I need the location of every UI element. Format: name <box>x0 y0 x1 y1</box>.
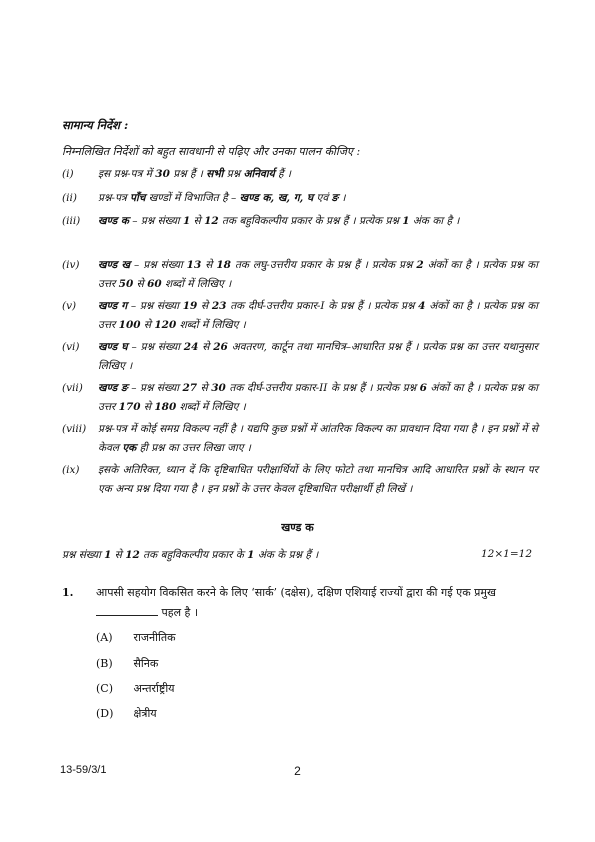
option-label: (A) <box>96 631 113 644</box>
bold-text: खण्ड क, ख, ग, घ <box>239 192 314 204</box>
instruction-text <box>98 338 538 376</box>
bold-text: खण्ड ङ <box>98 382 128 394</box>
option-label: (C) <box>96 682 113 695</box>
answer-blank <box>96 603 158 616</box>
text-run: अंकों का है । प्रत्येक प्रश्न का उत्तर <box>98 300 538 331</box>
bold-text: 23 <box>211 300 227 312</box>
instruction-number: (vi) <box>62 341 80 353</box>
bold-text: 13 <box>186 259 202 271</box>
instruction-text <box>98 420 538 458</box>
bold-text: 4 <box>418 300 426 312</box>
bold-text: 1 <box>104 549 112 561</box>
instruction-number: (iv) <box>62 259 80 271</box>
instruction-item <box>62 379 538 417</box>
text-run: तक दीर्घ-उत्तरीय प्रकार-II के प्रश्न हैं । प्रत्येक प्रश्न <box>225 382 420 394</box>
text-run: तक लघु-उत्तरीय प्रकार के प्रश्न हैं । प्रत्येक प्रश्न <box>230 259 417 271</box>
option-text: क्षेत्रीय <box>133 707 157 720</box>
text-run: – प्रश्न संख्या <box>127 382 183 394</box>
section-note <box>62 548 532 562</box>
bold-text: खण्ड ख <box>98 259 131 271</box>
question-text <box>96 583 532 623</box>
text-run: एवं <box>313 192 332 204</box>
bold-text: खण्ड घ <box>98 341 128 353</box>
bold-text: 27 <box>182 382 198 394</box>
bold-text: 100 <box>118 319 141 331</box>
text-run: शब्दों में लिखिए । <box>176 319 246 331</box>
option-text: सैनिक <box>133 657 159 670</box>
bold-text: 1 <box>247 549 255 561</box>
option-text: अन्तर्राष्ट्रीय <box>133 682 175 695</box>
bold-text: ङ <box>331 192 339 204</box>
instruction-text <box>98 461 538 499</box>
instruction-item <box>62 256 538 294</box>
text-run: अवतरण, कार्टून तथा मानचित्र–आधारित प्रश्न हैं । प्रत्येक प्रश्न का उत्तर यथानुसार लिखिए । <box>98 341 538 372</box>
text-run: से <box>140 319 155 331</box>
bold-text: 50 <box>118 278 134 290</box>
question-1 <box>62 583 532 623</box>
text-run: तक बहुविकल्पीय प्रकार के प्रश्न हैं । प्रत्येक प्रश्न <box>218 215 403 227</box>
bold-text: खण्ड ग <box>98 300 128 312</box>
text-run: से <box>198 341 214 353</box>
text-run: प्रश्न संख्या <box>62 549 105 561</box>
instruction-number: (ii) <box>62 192 77 204</box>
bold-text: 19 <box>182 300 198 312</box>
text-run: से <box>111 549 126 561</box>
bold-text: 1 <box>402 215 410 227</box>
section-note-text <box>62 549 318 561</box>
instruction-text <box>98 256 538 294</box>
option-b <box>96 656 158 671</box>
instruction-item <box>62 338 538 376</box>
instruction-text <box>98 297 538 335</box>
instruction-number: (iii) <box>62 215 81 227</box>
instruction-number: (v) <box>62 300 77 312</box>
text-run: अंक के प्रश्न हैं । <box>254 549 319 561</box>
text-run: अंकों का है । प्रत्येक प्रश्न का उत्तर <box>98 259 538 290</box>
question-text-before: आपसी सहयोग विकसित करने के लिए ‘सार्क’ (दक्षेस), दक्षिण एशियाई राज्यों द्वारा की गई एक प्रमुख <box>96 586 496 599</box>
text-run: ही प्रश्न का उत्तर लिखा जाए । <box>136 442 251 454</box>
text-run: से <box>197 382 212 394</box>
option-label: (B) <box>96 657 113 670</box>
instruction-number: (ix) <box>62 464 80 476</box>
bold-text: 180 <box>154 401 177 413</box>
general-instructions-heading: सामान्य निर्देश : <box>62 118 129 132</box>
bold-text: 120 <box>154 319 177 331</box>
text-run: तक बहुविकल्पीय प्रकार के <box>139 549 248 561</box>
text-run: प्रश्न-पत्र <box>98 192 131 204</box>
bold-text: 12 <box>204 215 219 227</box>
text-run: – प्रश्न संख्या <box>130 259 187 271</box>
option-text: राजनीतिक <box>133 631 176 644</box>
bold-text: 6 <box>419 382 427 394</box>
paper-code: 13-59/3/1 <box>60 764 107 776</box>
instruction-item <box>62 297 538 335</box>
bold-text: 18 <box>216 259 231 271</box>
text-run: प्रश्न हैं । <box>169 168 207 180</box>
instruction-item <box>62 212 538 231</box>
bold-text: एक <box>122 442 137 454</box>
text-run: हैं । <box>274 168 291 180</box>
option-label: (D) <box>96 707 114 720</box>
text-run: इसके अतिरिक्त, ध्यान दें कि दृष्टिबाधित परीक्षार्थियों के लिए फोटो तथा मानचित्र आदि आधारित प्रश्नों के स्थान पर एक अन्य प्रश्न दिया गया है । इन प्रश्नों के उत्तर केवल दृष्टिबाधित परीक्षार्थी ही लिखें । <box>98 464 538 495</box>
bold-text: अनिवार्य <box>243 168 275 180</box>
text-run: इस प्रश्न-पत्र में <box>98 168 156 180</box>
bold-text: 26 <box>213 341 228 353</box>
question-number: 1. <box>62 586 74 599</box>
question-text-after: पहल है । <box>161 606 199 619</box>
bold-text: 1 <box>182 215 191 227</box>
text-run: शब्दों में लिखिए । <box>176 401 246 413</box>
instruction-item <box>62 189 538 208</box>
text-run: शब्दों में लिखिए । <box>161 278 232 290</box>
bold-text: पाँच <box>130 192 146 204</box>
instruction-text <box>98 165 538 184</box>
text-run: प्रश्न <box>223 168 244 180</box>
bold-text: 60 <box>147 278 162 290</box>
text-run: से <box>197 300 212 312</box>
instruction-text <box>98 212 538 231</box>
instruction-item <box>62 461 538 499</box>
text-run: से <box>133 278 148 290</box>
bold-text: 12 <box>125 549 140 561</box>
text-run: । <box>338 192 346 204</box>
instruction-text <box>98 379 538 417</box>
bold-text: 170 <box>118 401 141 413</box>
option-d <box>96 706 157 721</box>
bold-text: 30 <box>155 168 170 180</box>
instructions-intro: निम्नलिखित निर्देशों को बहुत सावधानी से पढ़िए और उनका पालन कीजिए : <box>62 145 361 158</box>
option-a <box>96 630 176 645</box>
text-run: से <box>201 259 217 271</box>
text-run: से <box>140 401 155 413</box>
text-run: से <box>190 215 205 227</box>
instruction-number: (vii) <box>62 382 83 394</box>
section-marks: 12×1=12 <box>481 548 532 560</box>
instruction-text <box>98 189 538 208</box>
page-number: 2 <box>294 764 301 778</box>
text-run: – प्रश्न संख्या <box>127 341 184 353</box>
text-run: – प्रश्न संख्या <box>127 300 183 312</box>
text-run: प्रश्न-पत्र में कोई समग्र विकल्प नहीं है । यद्यपि कुछ प्रश्नों में आंतरिक विकल्प का प्रावधान दिया गया है । इन प्रश्नों में से केवल <box>98 423 538 454</box>
section-title: खण्ड क <box>281 521 314 534</box>
instruction-number: (i) <box>62 168 74 180</box>
bold-text: सभी <box>206 168 224 180</box>
text-run: खण्डों में विभाजित है – <box>145 192 240 204</box>
text-run: – प्रश्न संख्या <box>128 215 183 227</box>
instruction-item <box>62 420 538 458</box>
bold-text: 24 <box>183 341 199 353</box>
text-run: अंक का है । <box>409 215 460 227</box>
text-run: अंकों का है । प्रत्येक प्रश्न का उत्तर <box>98 382 538 413</box>
bold-text: 30 <box>211 382 226 394</box>
bold-text: खण्ड क <box>98 215 129 227</box>
bold-text: 2 <box>416 259 424 271</box>
instruction-number: (viii) <box>62 423 87 435</box>
option-c <box>96 681 175 696</box>
instruction-item <box>62 165 538 184</box>
text-run: तक दीर्घ-उत्तरीय प्रकार-I के प्रश्न हैं । प्रत्येक प्रश्न <box>226 300 419 312</box>
